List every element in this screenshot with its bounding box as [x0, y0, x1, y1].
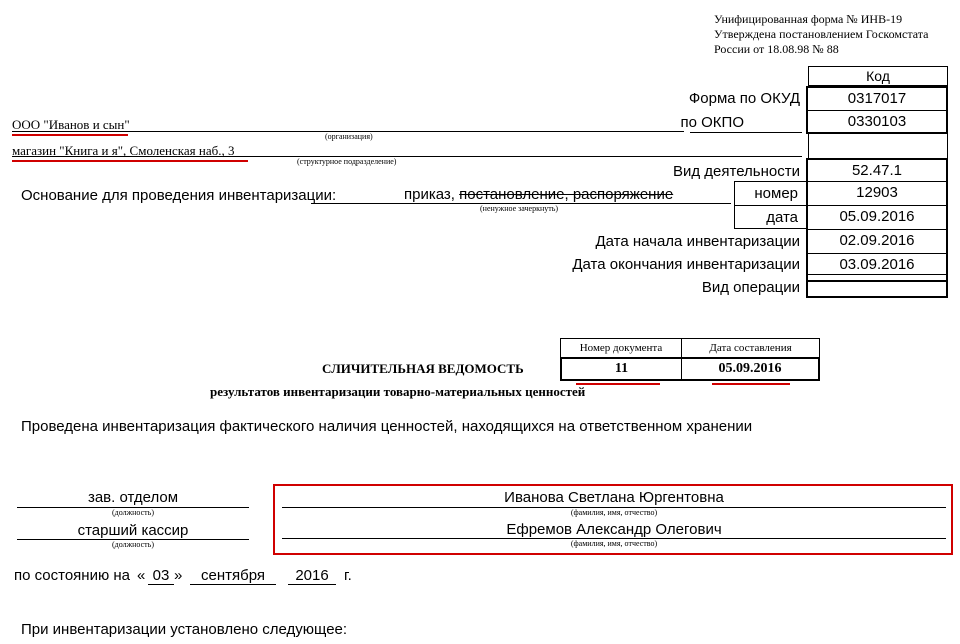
okud-value: 0317017: [847, 90, 907, 107]
as-of-day: 03: [152, 567, 170, 584]
doc-date-header: Дата составления: [681, 338, 820, 358]
number-value: 12903: [856, 184, 898, 201]
inventory-statement: Проведена инвентаризация фактического наличия ценностей, находящихся на ответственном хранении: [21, 418, 753, 435]
doc-number-highlight: [576, 383, 660, 385]
organization-name: ООО "Иванов и сын": [12, 117, 130, 132]
form-header-line-2: Утверждена постановлением Госкомстата: [714, 27, 929, 41]
activity-value: 52.47.1: [851, 162, 903, 179]
as-of-month: сентября: [200, 567, 265, 584]
doc-number: 11: [614, 361, 629, 376]
document-title: СЛИЧИТЕЛЬНАЯ ВЕДОМОСТЬ: [322, 361, 524, 376]
start-date-label: Дата начала инвентаризации: [595, 233, 800, 250]
subdivision-highlight: [12, 160, 248, 162]
document-subtitle: результатов инвентаризации товарно-материальных ценностей: [210, 384, 586, 399]
person-2-name: Ефремов Александр Олегович: [506, 521, 722, 538]
person-1-position: зав. отделом: [87, 489, 179, 506]
doc-date: 05.09.2016: [718, 361, 782, 376]
okpo-label: по ОКПО: [680, 114, 744, 131]
basis-value: [404, 186, 673, 203]
person-1-name: Иванова Светлана Юргентовна: [504, 489, 724, 506]
person-2-name-caption: (фамилия, имя, отчество): [570, 539, 658, 548]
operation-label: Вид операции: [701, 279, 800, 296]
date-label: дата: [766, 209, 798, 226]
basis-value-struck: постановление, распоряжение: [459, 186, 674, 203]
codes-header: Код: [808, 66, 948, 86]
okud-label: Форма по ОКУД: [688, 90, 800, 107]
end-date-value: 03.09.2016: [839, 256, 915, 273]
as-of-open-quote: «: [137, 567, 146, 584]
basis-value-kept: приказ,: [404, 186, 455, 203]
basis-caption: (ненужное зачеркнуть): [480, 204, 559, 213]
subdivision-caption: (структурное подразделение): [297, 157, 397, 166]
blank-code-cell: [808, 134, 948, 158]
number-label: номер: [754, 185, 798, 202]
end-date-label: Дата окончания инвентаризации: [572, 256, 800, 273]
organization-highlight: [12, 134, 128, 136]
person-1-position-caption: (должность): [112, 508, 154, 517]
person-1-name-caption: (фамилия, имя, отчество): [570, 508, 658, 517]
organization-caption: (организация): [325, 132, 373, 141]
as-of-close-quote: »: [174, 567, 183, 584]
start-date-value: 02.09.2016: [839, 232, 915, 249]
person-2-position-caption: (должность): [112, 540, 154, 549]
subdivision-name: магазин "Книга и я", Смоленская наб., 3: [12, 143, 235, 158]
operation-value: [806, 274, 948, 298]
okpo-value: 0330103: [847, 113, 907, 130]
person-2-position: старший кассир: [77, 522, 189, 539]
established-heading: При инвентаризации установлено следующее:: [21, 621, 348, 638]
basis-label: Основание для проведения инвентаризации:: [21, 187, 337, 204]
form-header-line-3: России от 18.08.98 № 88: [714, 42, 839, 56]
doc-date-highlight: [712, 383, 790, 385]
as-of-suffix: г.: [344, 567, 352, 584]
as-of-year: 2016: [295, 567, 329, 584]
as-of-prefix: по состоянию на: [14, 567, 131, 584]
activity-label: Вид деятельности: [672, 163, 800, 180]
form-header-line-1: Унифицированная форма № ИНВ-19: [714, 12, 903, 26]
date-value: 05.09.2016: [839, 208, 915, 225]
doc-number-header: Номер документа: [560, 338, 682, 358]
